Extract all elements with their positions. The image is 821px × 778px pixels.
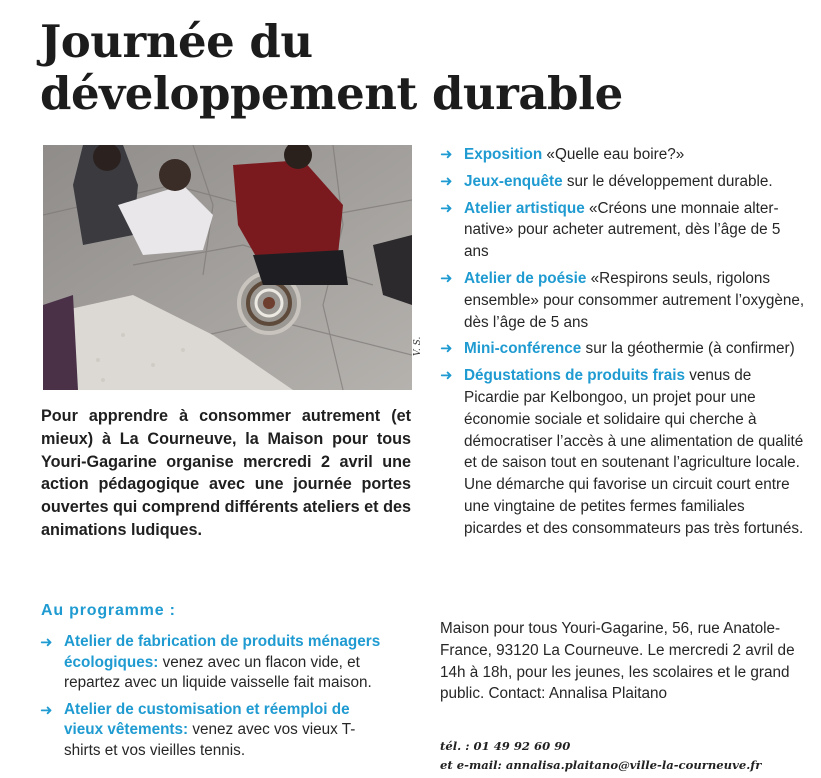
contact-phone: tél. : 01 49 92 60 90 — [440, 739, 571, 753]
arrow-right-icon: ➜ — [440, 366, 453, 385]
arrow-right-icon: ➜ — [40, 700, 53, 719]
item-text: venez avec vos vieux T-shirts et vos vieilles tennis. — [64, 721, 356, 759]
item-label: Mini-conférence — [464, 340, 582, 358]
contact-block — [440, 737, 820, 774]
program-list-right — [440, 144, 805, 545]
address-paragraph: Maison pour tous Youri-Gagarine, 56, rue Anatole-France, 93120 La Courneuve. Le mercredi 2 avril de 14h à 18h, pour les jeunes, les scolaires et le grand public. Contact: Annalisa Plaitano — [440, 620, 795, 703]
list-item — [40, 632, 390, 694]
list-item — [440, 144, 805, 166]
arrow-right-icon: ➜ — [440, 268, 453, 287]
photo-credit: V. S. — [413, 336, 423, 356]
item-label: Dégustations de produits frais — [464, 367, 685, 385]
item-text: venez avec un flacon vide, et repartez avec un liquide vaisselle fait maison. — [64, 653, 372, 691]
list-item — [440, 268, 805, 333]
list-item — [40, 700, 390, 762]
photo-illustration — [43, 145, 412, 390]
item-text: sur la géothermie (à confirmer) — [581, 340, 795, 358]
title-line-2: développement durable — [40, 67, 623, 120]
program-heading: Au programme : — [41, 602, 176, 619]
item-label: Atelier de customisation et réemploi de vieux vêtements: — [64, 700, 350, 738]
item-text: venus de Picardie par Kelbongoo, un projet pour une économie sociale et solidaire qui cherche à démocratiser l’accès à une alimentation de qualité et de saison tout en soutenant l’agriculture locale. Une démarche qui favorise un circuit court entre une vingtaine de petites fermes familiales picardes et des consommateurs pas très fortunés. — [464, 367, 804, 537]
contact-email: et e-mail: annalisa.plaitano@ville-la-courneuve.fr — [440, 757, 762, 772]
item-text: «Créons une monnaie alternative» pour acheter autrement, dès l’âge de 5 ans — [464, 199, 781, 261]
list-item — [440, 198, 805, 263]
item-label: Atelier artistique — [464, 199, 585, 217]
item-text: «Respirons seuls, rigolons ensemble» pour consommer autrement l’oxygène, dès l’âge de 5 ans — [464, 269, 805, 331]
item-label: Jeux-enquête — [464, 172, 563, 190]
item-label: Atelier de poésie — [464, 269, 587, 287]
list-item — [440, 171, 805, 193]
arrow-right-icon: ➜ — [440, 171, 453, 190]
arrow-right-icon: ➜ — [440, 339, 453, 358]
item-text: sur le développement durable. — [562, 172, 773, 190]
intro-paragraph: Pour apprendre à consommer autrement (et mieux) à La Courneuve, la Maison pour tous Youri-Gagarine organise mercredi 2 avril une action pédagogique avec une journée portes ouvertes qui comprend différents ateliers et des animations ludiques. — [41, 407, 411, 539]
arrow-right-icon: ➜ — [440, 145, 453, 163]
item-text: «Quelle eau boire?» — [542, 146, 685, 163]
program-list-left — [40, 632, 390, 767]
title-line-1: Journée du — [40, 15, 313, 68]
list-item — [440, 365, 805, 539]
list-item — [440, 338, 805, 360]
item-label: Atelier de fabrication de produits ménagers écologiques: — [64, 633, 381, 671]
arrow-right-icon: ➜ — [440, 198, 453, 217]
article-title — [40, 16, 623, 120]
arrow-right-icon: ➜ — [40, 633, 53, 651]
article-photo — [43, 145, 412, 390]
item-label: Exposition — [464, 146, 543, 163]
